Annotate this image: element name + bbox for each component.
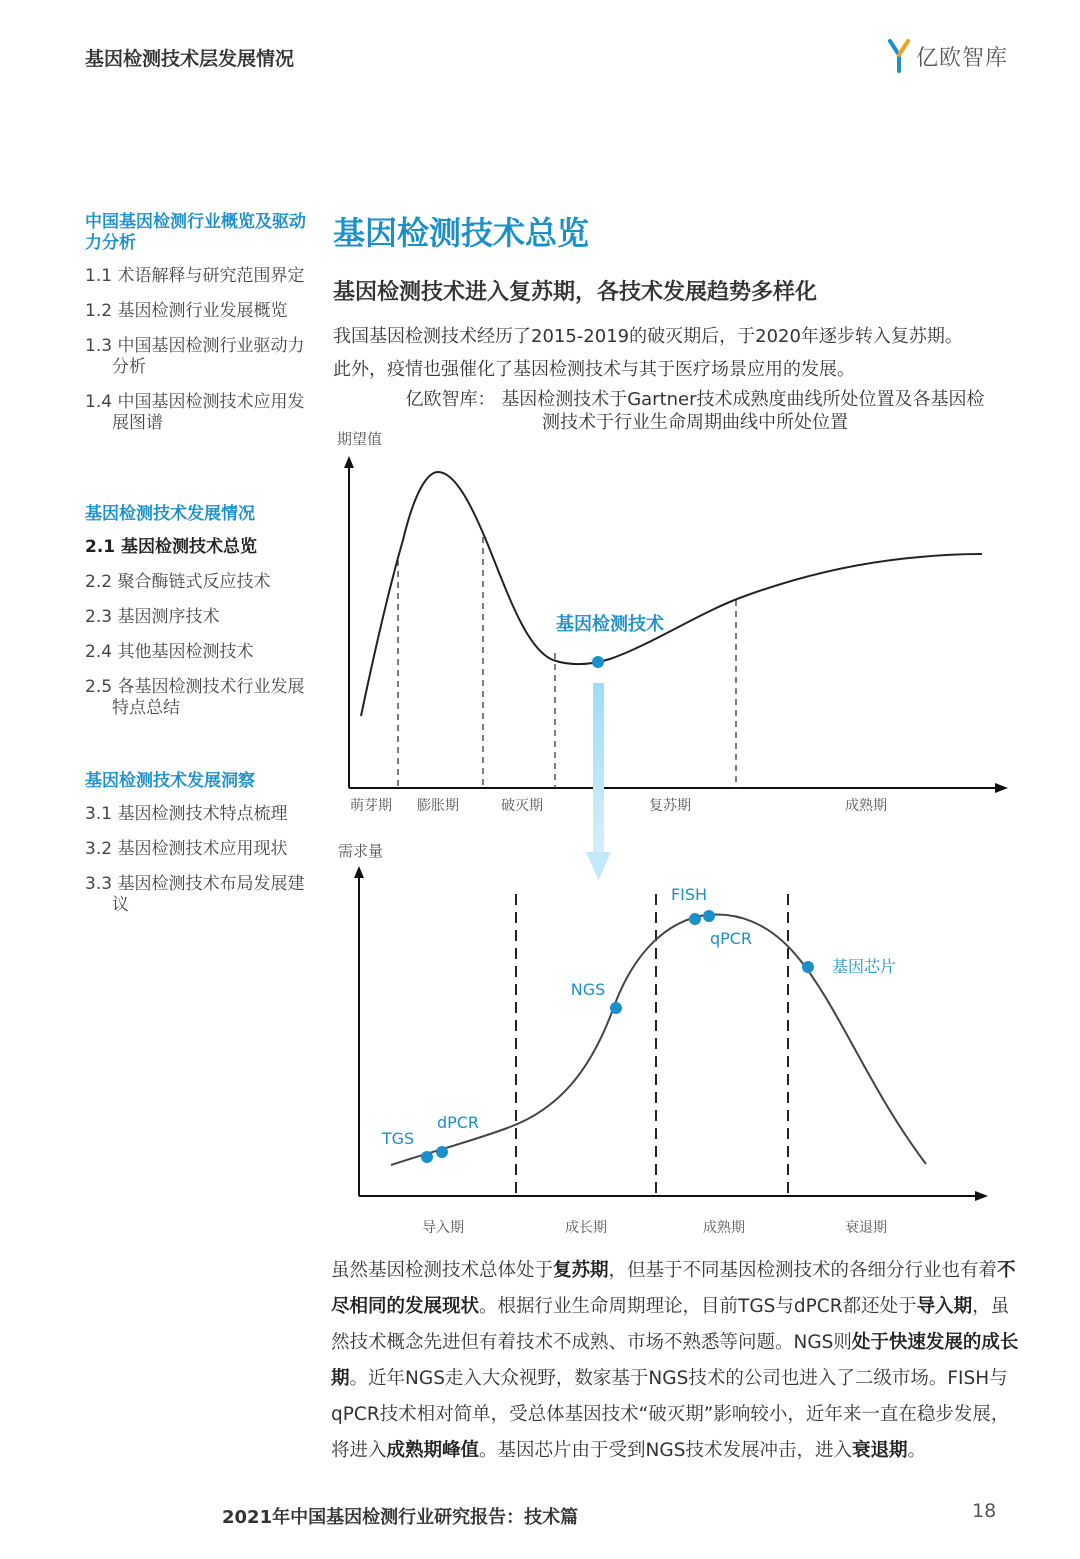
logo-icon [888, 39, 910, 73]
toc-item[interactable]: 2.4 其他基因检测技术 [85, 642, 254, 662]
caption-line: 测技术于行业生命周期曲线中所处位置 [542, 412, 848, 433]
body-emphasis: 不尽相同的发展现状 [331, 1260, 1016, 1317]
toc-section-title[interactable]: 基因检测技术发展洞察 [85, 771, 255, 791]
toc-section-1 [85, 212, 310, 448]
chart1-ylabel: 期望值 [337, 430, 383, 448]
toc-item[interactable]: 3.1 基因检测技术特点梳理 [85, 804, 288, 824]
body-paragraph [331, 1253, 1021, 1469]
chart2-x-arrow-icon [975, 1191, 988, 1201]
page-title: 基因检测技术总览 [333, 214, 590, 252]
body-emphasis: 导入期 [916, 1296, 973, 1317]
toc-item[interactable]: 1.3 中国基因检测行业驱动力分析 [85, 336, 305, 377]
page-number: 18 [972, 1500, 997, 1522]
page-subtitle: 基因检测技术进入复苏期，各技术发展趋势多样化 [333, 280, 818, 305]
toc-item[interactable]: 3.3 基因检测技术布局发展建议 [85, 874, 305, 915]
logo-text: 亿欧智库 [916, 45, 1009, 71]
intro-line: 我国基因检测技术经历了2015-2019的破灭期后，于2020年逐步转入复苏期。 [333, 326, 963, 347]
chart2-phase-label: 导入期 [422, 1220, 464, 1236]
intro-paragraph [333, 320, 1033, 386]
chart2-y-arrow-icon [354, 866, 364, 878]
chart2-point [689, 913, 701, 925]
toc-item[interactable]: 2.3 基因测序技术 [85, 607, 220, 627]
toc-item[interactable]: 1.1 术语解释与研究范围界定 [85, 266, 305, 286]
chart1-x-arrow-icon [995, 783, 1008, 793]
chart2-phase-label: 衰退期 [845, 1220, 887, 1236]
chart1-point-label: 基因检测技术 [556, 614, 664, 635]
hype-curve [361, 472, 982, 716]
chart2-point-label: dPCR [436, 1113, 480, 1132]
toc-item[interactable]: 1.4 中国基因检测技术应用发展图谱 [85, 392, 305, 433]
body-text-run: 。近年NGS走入大众视野，数家基于NGS技术的公司也进入了二级市场。FISH与qPCR技术相对简单，受总体基因技术“破灭期”影响较小，近年来一直在稳步发展，将进入 [331, 1368, 1010, 1461]
body-emphasis: 衰退期 [851, 1440, 908, 1461]
toc-item-active[interactable]: 2.1 基因检测技术总览 [85, 537, 258, 557]
chart1-phase-label: 萌芽期 [350, 798, 392, 814]
chart2-point-label: FISH [670, 885, 708, 904]
chart2-phase-label: 成长期 [565, 1220, 607, 1236]
toc-section-2 [85, 504, 310, 733]
chart1-phase-label: 膨胀期 [417, 798, 459, 814]
body-text-run: 。根据行业生命周期理论，目前TGS与dPCR都还处于 [479, 1296, 917, 1317]
body-emphasis: 处于快速发展的成长期 [331, 1332, 1019, 1389]
chart2-point [421, 1151, 433, 1163]
toc-section-3 [85, 771, 310, 930]
chart2-point-label: TGS [381, 1129, 415, 1148]
footer-title: 2021年中国基因检测行业研究报告：技术篇 [222, 1507, 579, 1528]
body-emphasis: 成熟期峰值 [386, 1440, 480, 1461]
chart1-phase-label: 破灭期 [501, 798, 543, 814]
body-text-run: ，虽然技术概念先进但有着技术不成熟、市场不熟悉等问题。NGS则 [331, 1296, 1010, 1353]
chart2-point-label: qPCR [709, 929, 753, 948]
chart1-phase-label: 成熟期 [845, 798, 887, 814]
toc-section-title[interactable]: 基因检测技术发展情况 [85, 504, 255, 524]
chart2-phase-label: 成熟期 [703, 1220, 745, 1236]
chart2-point [610, 1002, 622, 1014]
body-emphasis: 复苏期 [553, 1260, 609, 1281]
intro-line: 此外，疫情也强催化了基因检测技术与其于医疗场景应用的发展。 [333, 359, 855, 380]
figure-charts [330, 420, 1020, 1245]
header-title: 基因检测技术层发展情况 [85, 48, 295, 70]
chart1-phase-label: 复苏期 [649, 798, 691, 814]
chart2-point-label: NGS [570, 980, 606, 999]
toc-item[interactable]: 2.5 各基因检测技术行业发展特点总结 [85, 677, 305, 718]
body-text-run: 。 [907, 1440, 926, 1461]
chart2-point-label: 基因芯片 [831, 957, 897, 976]
body-text-run: 。基因芯片由于受到NGS技术发展冲击，进入 [479, 1440, 852, 1461]
chart1-y-arrow-icon [344, 456, 354, 468]
toc-item[interactable]: 3.2 基因检测技术应用现状 [85, 839, 288, 859]
body-text-run: ，但基于不同基因检测技术的各细分行业也有着 [608, 1260, 998, 1281]
caption-line: 亿欧智库： 基因检测技术于Gartner技术成熟度曲线所处位置及各基因检 [405, 389, 985, 410]
hype-cycle-chart [337, 430, 1008, 814]
brand-logo [888, 38, 1008, 74]
body-text-run: 虽然基因检测技术总体处于 [331, 1260, 554, 1281]
chart2-ylabel: 需求量 [338, 842, 384, 860]
toc-item[interactable]: 1.2 基因检测行业发展概览 [85, 301, 288, 321]
chart2-point [802, 961, 814, 973]
chart1-point [592, 656, 604, 668]
connector-arrow-icon [586, 683, 611, 880]
lifecycle-chart [338, 842, 988, 1236]
chart2-point [703, 910, 715, 922]
toc-item[interactable]: 2.2 聚合酶链式反应技术 [85, 572, 271, 592]
chart2-point [436, 1146, 448, 1158]
toc-section-title[interactable]: 中国基因检测行业概览及驱动力分析 [85, 212, 306, 253]
